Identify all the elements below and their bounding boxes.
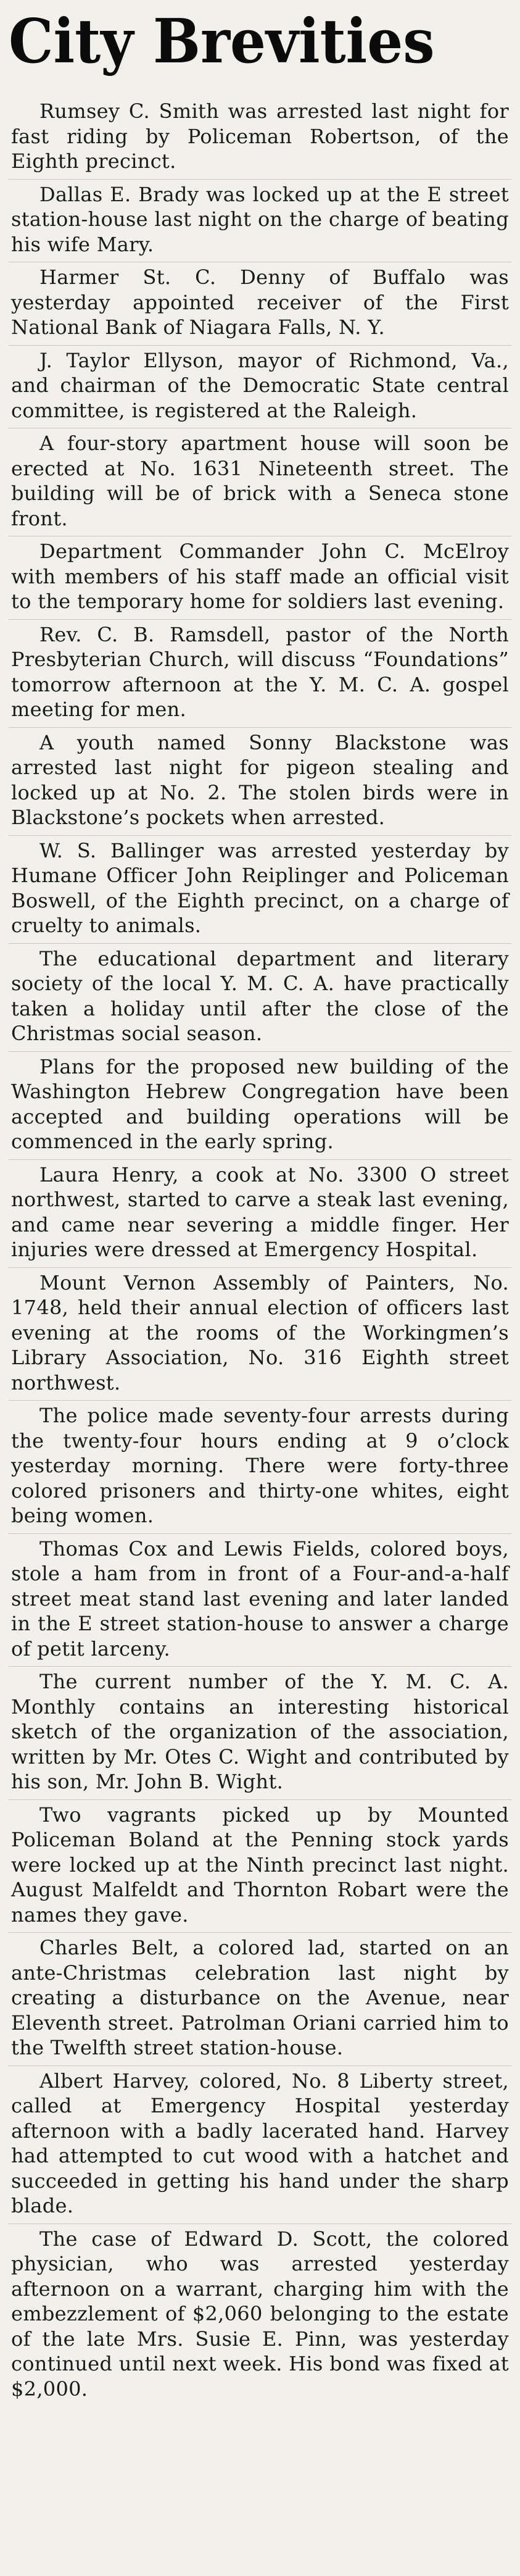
news-item: Dallas E. Brady was locked up at the E street station-house last night on the charge of beating his wife Mary.: [9, 180, 511, 263]
news-item: The case of Edward D. Scott, the colored physician, who was arrested yesterday afternoon on a warrant, charging him with the embezzlement of $2,060 belonging to the estate of the late Mrs. Susie E. Pinn, was yesterday continued until next week. His bond was fixed at $2,000.: [11, 2227, 509, 2401]
news-item: Charles Belt, a colored lad, started on an ante-Christmas celebration last night by creating a disturbance on the Avenue, near Eleventh street. Patrolman Oriani carried him to the Twelfth street station-house.: [9, 1933, 511, 2066]
news-item: Mount Vernon Assembly of Painters, No. 1748, held their annual election of officers last evening at the rooms of the Workingmen’s Library Association, No. 316 Eighth street northwest.: [9, 1268, 511, 1401]
news-item: The current number of the Y. M. C. A. Monthly contains an interesting historical sketch of the organization of the association, written by Mr. Otes C. Wight and contributed by his son, Mr. John B. Wight.: [9, 1667, 511, 1800]
news-item: Harmer St. C. Denny of Buffalo was yesterday appointed receiver of the First National Bank of Niagara Falls, N. Y.: [9, 262, 511, 346]
news-item: J. Taylor Ellyson, mayor of Richmond, Va., and chairman of the Democratic State central committee, is registered at the Raleigh.: [9, 346, 511, 429]
news-item: The police made seventy-four arrests during the twenty-four hours ending at 9 o’clock yesterday morning. There were forty-three colored prisoners and thirty-one whites, eight being women.: [9, 1401, 511, 1534]
news-item: W. S. Ballinger was arrested yesterday by Humane Officer John Reiplinger and Policeman Boswell, of the Eighth precinct, on a charge of cruelty to animals.: [9, 836, 511, 944]
column-headline: City Brevities: [9, 6, 435, 77]
news-item: Albert Harvey, colored, No. 8 Liberty street, called at Emergency Hospital yesterday afternoon with a badly lacerated hand. Harvey had attempted to cut wood with a hatchet and succeeded in getting his hand under the sharp blade.: [9, 2066, 511, 2224]
news-item: Two vagrants picked up by Mounted Policeman Boland at the Penning stock yards were locked up at the Ninth precinct last night. August Malfeldt and Thornton Robart were the names they gave.: [9, 1800, 511, 1933]
news-items: [9, 96, 511, 2406]
news-item: Rev. C. B. Ramsdell, pastor of the North Presbyterian Church, will discuss “Foundations” tomorrow afternoon at the Y. M. C. A. gospel meeting for men.: [9, 620, 511, 728]
news-item: Plans for the proposed new building of the Washington Hebrew Congregation have been accepted and building operations will be commenced in the early spring.: [9, 1052, 511, 1160]
news-item: Thomas Cox and Lewis Fields, colored boys, stole a ham from in front of a Four-and-a-half street meat stand last evening and later landed in the E street station-house to answer a charge of petit larceny.: [9, 1534, 511, 1667]
news-item: A youth named Sonny Blackstone was arrested last night for pigeon stealing and locked up at No. 2. The stolen birds were in Blackstone’s pockets when arrested.: [9, 728, 511, 836]
news-item: The educational department and literary society of the local Y. M. C. A. have practically taken a holiday until after the close of the Christmas social season.: [9, 944, 511, 1052]
news-item: Department Commander John C. McElroy with members of his staff made an official visit to the temporary home for soldiers last evening.: [9, 536, 511, 620]
news-item: Rumsey C. Smith was arrested last night for fast riding by Policeman Robertson, of the Eighth precinct.: [9, 96, 511, 180]
news-item: A four-story apartment house will soon be erected at No. 1631 Nineteenth street. The building will be of brick with a Seneca stone front.: [9, 428, 511, 536]
news-item: Laura Henry, a cook at No. 3300 O street northwest, started to carve a steak last evening, and came near severing a middle finger. Her injuries were dressed at Emergency Hospital.: [9, 1160, 511, 1268]
